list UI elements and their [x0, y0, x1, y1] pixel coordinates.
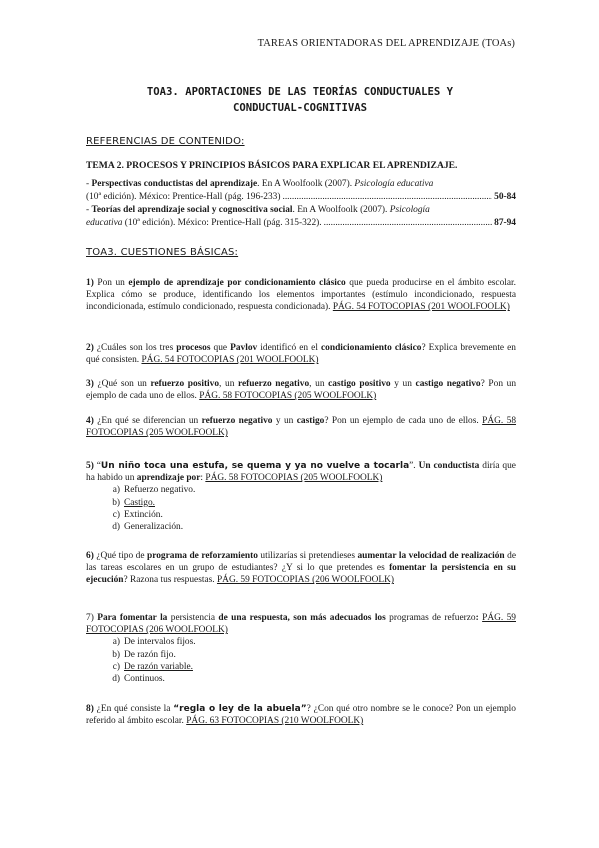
title-line-2: CONDUCTUAL-COGNITIVAS: [233, 102, 367, 114]
reference-1-title: Perspectivas conductistas del aprendizaje: [91, 179, 258, 189]
question-6: 6) ¿Qué tipo de programa de reforzamiento utilizarías si pretendieses aumentar la velocidad de realización de las tareas escolares en un grupo de estudiantes? ¿Y si lo que pretendes es fomentar la persistencia en su ejecución? Razona tus respuestas. PÁG. 59 FOTOCOPIAS (206 WOOLFOOLK): [86, 551, 516, 586]
option-a: a) De intervalos fijos.: [112, 637, 196, 648]
question-4: 4) ¿En qué se diferencian un refuerzo negativo y un castigo? Pon un ejemplo de cada uno de ellos. PÁG. 58 FOTOCOPIAS (205 WOOLFOOLK): [86, 416, 517, 439]
question-3: 3) ¿Qué son un refuerzo positivo, un refuerzo negativo, un castigo positivo y un castigo negativo? Pon un ejemplo de cada uno de ellos. PÁG. 58 FOTOCOPIAS (205 WOOLFOOLK): [86, 379, 516, 402]
reference-1-pages: 50-84: [494, 191, 516, 202]
reference-2-pages: 87-94: [494, 217, 516, 228]
question-1-page-link[interactable]: PÁG. 54 FOTOCOPIAS (201 WOOLFOOLK): [332, 302, 510, 313]
question-6-page-link[interactable]: PÁG. 59 FOTOCOPIAS (206 WOOLFOOLK): [216, 575, 394, 586]
page-title: [80, 84, 520, 116]
questions-heading: TOA3. CUESTIONES BÁSICAS:: [86, 247, 239, 258]
option-d: d) Generalización.: [112, 522, 184, 533]
reference-2-title: Teorías del aprendizaje social y cognoscitiva social: [91, 205, 293, 215]
question-2: 2) ¿Cuáles son los tres procesos que Pavlov identificó en el condicionamiento clásico? Explica brevemente en qué consisten. PÁG. 54 FOTOCOPIAS (201 WOOLFOOLK): [86, 343, 516, 366]
question-5-options: [86, 484, 516, 533]
option-b: b) Castigo.: [112, 497, 155, 508]
title-line-1: TOA3. APORTACIONES DE LAS TEORÍAS CONDUCTUALES Y: [146, 86, 454, 98]
reference-2: - Teorías del aprendizaje social y cognoscitiva social. En A Woolfoolk (2007). Psicología educativa (10ª edición). México: Prentice-Hall (pág. 315-322). ..... 87-94: [86, 204, 516, 229]
question-7-options: [86, 636, 516, 685]
question-7: 7) Para fomentar la persistencia de una respuesta, son más adecuados los programas de refuerzo: PÁG. 59 FOTOCOPIAS (206 WOOLFOOLK) a) De intervalos fijos. b) De razón fijo. c) De razón variable. d) Continuos.: [86, 613, 516, 685]
question-1: 1) Pon un ejemplo de aprendizaje por condicionamiento clásico que pueda producirse en el ámbito escolar. Explica cómo se produce, identificando los elementos importantes (estímulo incondicionado, respuesta incondicionada, estímulo condicionado, respuesta condicionada). PÁG. 54 FOTOCOPIAS (201 WOOLFOOLK): [86, 278, 516, 313]
references-heading: REFERENCIAS DE CONTENIDO:: [86, 136, 245, 147]
question-5: 5) “Un niño toca una estufa, se quema y ya no vuelve a tocarla”. Un conductista diría que ha habido un aprendizaje por: PÁG. 58 FOTOCOPIAS (205 WOOLFOOLK) a) Refuerzo negativo. b) Castigo. c) Extinción. d) Generalización.: [86, 461, 516, 533]
tema-heading: TEMA 2. PROCESOS Y PRINCIPIOS BÁSICOS PARA EXPLICAR EL APRENDIZAJE.: [86, 160, 458, 171]
question-4-page-link[interactable]: PÁG. 58 FOTOCOPIAS (205 WOOLFOOLK): [86, 416, 517, 439]
question-8-page-link[interactable]: PÁG. 63 FOTOCOPIAS (210 WOOLFOOLK): [186, 716, 364, 727]
question-3-page-link[interactable]: PÁG. 58 FOTOCOPIAS (205 WOOLFOOLK): [199, 391, 377, 402]
option-a: a) Refuerzo negativo.: [112, 485, 196, 496]
option-c: c) De razón variable.: [112, 661, 193, 672]
page-header: TAREAS ORIENTADORAS DEL APRENDIZAJE (TOAs): [257, 38, 515, 49]
question-2-page-link[interactable]: PÁG. 54 FOTOCOPIAS (201 WOOLFOOLK): [141, 355, 319, 366]
question-8: 8) ¿En qué consiste la “regla o ley de la abuela”? ¿Con qué otro nombre se le conoce? Pon un ejemplo referido al ámbito escolar. PÁG. 63 FOTOCOPIAS (210 WOOLFOOLK): [86, 704, 516, 727]
question-5-page-link[interactable]: PÁG. 58 FOTOCOPIAS (205 WOOLFOOLK): [205, 473, 383, 484]
question-7-page-link[interactable]: PÁG. 59 FOTOCOPIAS (206 WOOLFOOLK): [86, 613, 516, 636]
option-c: c) Extinción.: [112, 509, 163, 520]
option-d: d) Continuos.: [112, 674, 165, 685]
option-b: b) De razón fijo.: [112, 649, 176, 660]
reference-1: - Perspectivas conductistas del aprendizaje. En A Woolfoolk (2007). Psicología educativa (10ª edición). México: Prentice-Hall (pág. 196-233) ..... 50-84: [86, 178, 516, 203]
